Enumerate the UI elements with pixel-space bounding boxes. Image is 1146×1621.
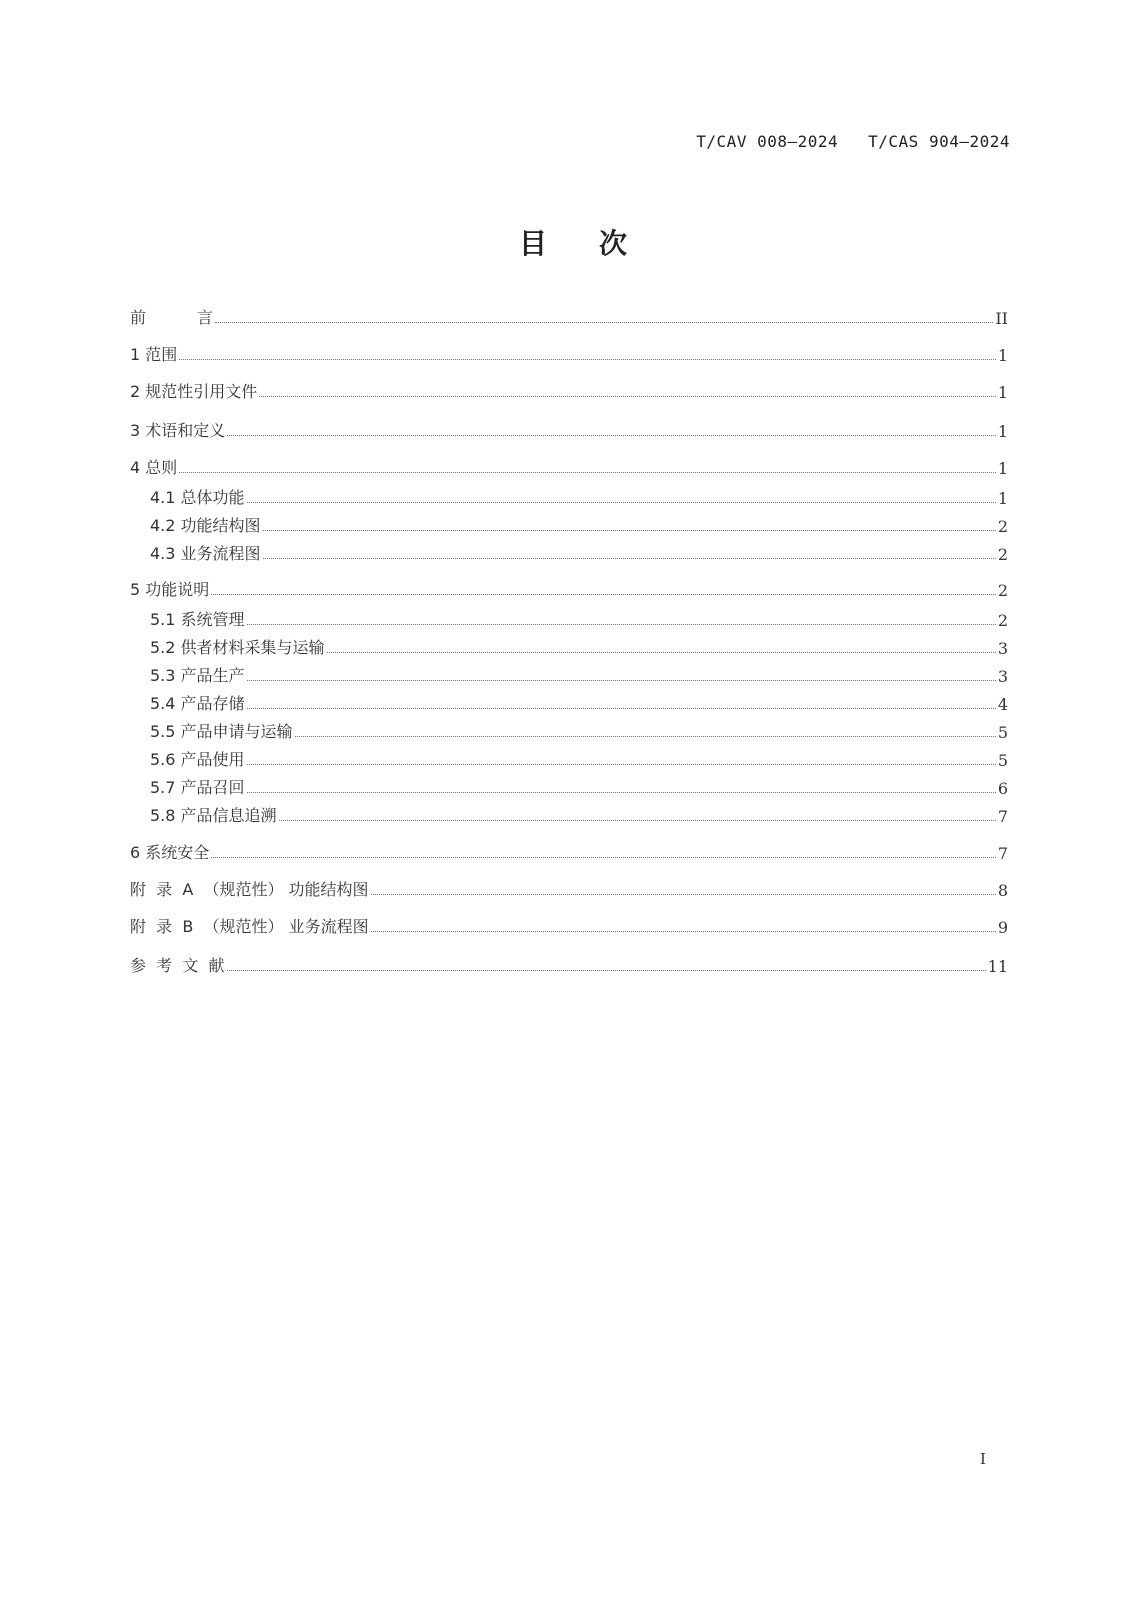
toc-leader-dots — [227, 435, 996, 436]
toc-entry-page: 8 — [997, 881, 1008, 900]
toc-leader-dots — [263, 530, 996, 531]
toc-leader-dots — [247, 680, 996, 681]
toc-entry-label: 2 规范性引用文件 — [130, 382, 258, 401]
toc-entry-label: 5.8 产品信息追溯 — [150, 806, 277, 825]
toc-entry-label: 3 术语和定义 — [130, 421, 226, 440]
toc-entry-page: 6 — [997, 779, 1008, 798]
toc-entry[interactable] — [150, 484, 1008, 508]
toc-entry-label: 5 功能说明 — [130, 580, 210, 599]
toc-leader-dots — [295, 736, 996, 737]
toc-entry[interactable] — [150, 746, 1008, 770]
page-number: I — [980, 1450, 986, 1468]
toc-leader-dots — [247, 764, 996, 765]
toc-entry-page: 4 — [997, 695, 1008, 714]
toc-entry-label: 4.1 总体功能 — [150, 488, 245, 507]
toc-entry-page: 2 — [997, 611, 1008, 630]
toc-entry-label: 4 总则 — [130, 458, 178, 477]
document-code: T/CAV 008—2024 — [696, 132, 839, 151]
toc-entry-page: 11 — [987, 957, 1008, 976]
toc-leader-dots — [279, 820, 996, 821]
toc-entry-page: 5 — [997, 751, 1008, 770]
toc-entry-label: 6 系统安全 — [130, 843, 210, 862]
toc-entry-label: 参 考 文 献 — [130, 956, 225, 975]
toc-leader-dots — [327, 652, 996, 653]
toc-entry[interactable] — [130, 576, 1008, 600]
toc-entry[interactable] — [150, 606, 1008, 630]
toc-entry[interactable] — [150, 802, 1008, 826]
toc-entry-label: 5.6 产品使用 — [150, 750, 245, 769]
toc-entry[interactable] — [130, 913, 1008, 937]
toc-leader-dots — [247, 792, 996, 793]
toc-entry-page: 7 — [997, 807, 1008, 826]
toc-entry[interactable] — [150, 662, 1008, 686]
toc-entry-page: II — [995, 309, 1008, 328]
toc-entry[interactable] — [150, 718, 1008, 742]
toc-entry-label: 5.2 供者材料采集与运输 — [150, 638, 325, 657]
toc-entry-label: 4.3 业务流程图 — [150, 544, 261, 563]
toc-entry[interactable] — [130, 876, 1008, 900]
document-code: T/CAS 904—2024 — [868, 132, 1010, 151]
toc-leader-dots — [211, 594, 996, 595]
toc-entry[interactable] — [130, 304, 1008, 328]
toc-entry-label: 5.4 产品存储 — [150, 694, 245, 713]
toc-entry-page: 2 — [997, 517, 1008, 536]
toc-entry[interactable] — [130, 952, 1008, 976]
toc-entry-label: 5.3 产品生产 — [150, 666, 245, 685]
toc-entry[interactable] — [130, 341, 1008, 365]
toc-leader-dots — [259, 396, 996, 397]
toc-leader-dots — [371, 931, 996, 932]
toc-leader-dots — [247, 502, 996, 503]
toc-entry-page: 3 — [997, 639, 1008, 658]
toc-leader-dots — [247, 708, 996, 709]
toc-leader-dots — [179, 472, 996, 473]
toc-entry-page: 1 — [997, 459, 1008, 478]
toc-leader-dots — [263, 558, 996, 559]
toc-entry-label: 5.7 产品召回 — [150, 778, 245, 797]
document-code-header — [666, 132, 1010, 151]
toc-entry[interactable] — [130, 378, 1008, 402]
toc-entry-page: 1 — [997, 383, 1008, 402]
toc-entry[interactable] — [150, 774, 1008, 798]
page-title: 目次 — [518, 227, 679, 260]
toc-entry[interactable] — [150, 540, 1008, 564]
toc-leader-dots — [247, 624, 996, 625]
toc-entry-page: 5 — [997, 723, 1008, 742]
toc-entry-label: 1 范围 — [130, 345, 178, 364]
toc-entry-page: 1 — [997, 489, 1008, 508]
toc-entry-page: 7 — [997, 844, 1008, 863]
toc-leader-dots — [371, 894, 996, 895]
toc-entry-page: 9 — [997, 918, 1008, 937]
toc-entry-page: 1 — [997, 346, 1008, 365]
toc-entry[interactable] — [150, 690, 1008, 714]
toc-entry[interactable] — [150, 634, 1008, 658]
toc-entry-label: 5.1 系统管理 — [150, 610, 245, 629]
toc-entry-label: 4.2 功能结构图 — [150, 516, 261, 535]
toc-entry[interactable] — [150, 512, 1008, 536]
toc-leader-dots — [227, 970, 986, 971]
toc-entry[interactable] — [130, 417, 1008, 441]
toc-entry-page: 2 — [997, 545, 1008, 564]
toc-entry-page: 1 — [997, 422, 1008, 441]
toc-entry[interactable] — [130, 454, 1008, 478]
toc-entry-label: 5.5 产品申请与运输 — [150, 722, 293, 741]
toc-entry-label: 附 录 B （规范性） 业务流程图 — [130, 917, 369, 936]
toc-entry[interactable] — [130, 839, 1008, 863]
toc-leader-dots — [179, 359, 996, 360]
toc-entry-label: 附 录 A （规范性） 功能结构图 — [130, 880, 369, 899]
toc-entry-label: 前 言 — [130, 308, 213, 327]
toc-entry-page: 2 — [997, 581, 1008, 600]
toc-leader-dots — [211, 857, 996, 858]
toc-leader-dots — [215, 322, 993, 323]
toc-entry-page: 3 — [997, 667, 1008, 686]
